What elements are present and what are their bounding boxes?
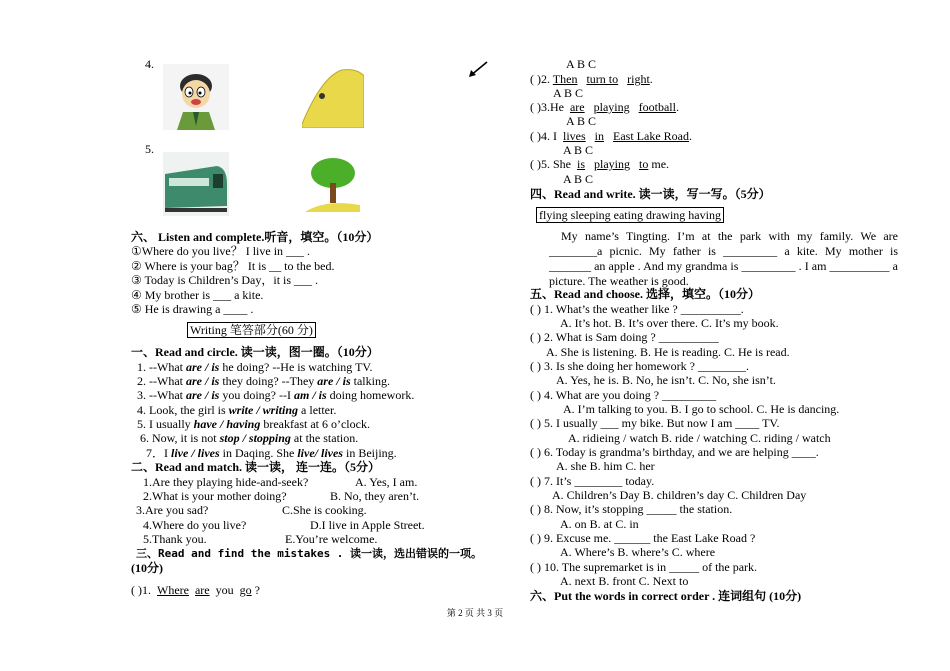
mistakes-section-score: (10分) <box>131 561 163 575</box>
choose-q5-options: A. ridieing / watch B. ride / watching C. riding / watch <box>568 431 831 445</box>
choose-q1: ( ) 1. What’s the weather like ? __________. <box>530 302 744 316</box>
mistakes-q2: ( )2. Then turn to right. <box>530 72 653 86</box>
choose-q8-options: A. on B. at C. in <box>560 517 639 531</box>
choose-q5: ( ) 5. I usually ___ my bike. But now I am ____ TV. <box>530 416 780 430</box>
choose-q4: ( ) 4. What are you doing ? _________ <box>530 388 717 402</box>
write-section-title: 四、Read and write. 读一读，写一写。（5分） <box>530 187 771 201</box>
mistakes-q3: ( )3.He are playing football. <box>530 100 679 114</box>
match-section-title: 二、Read and match. 读一读， 连一连。（5分） <box>131 460 381 474</box>
circle-q6: 6. Now, it is not stop / stopping at the station. <box>140 431 359 445</box>
listen-line-5: ⑤ He is drawing a ____ . <box>131 302 254 316</box>
boy-cartoon-picture <box>163 64 229 130</box>
match-left-2: 2.What is your mother doing? <box>143 489 287 503</box>
choose-section-title: 五、Read and choose. 选择，填空。（10分） <box>530 287 761 301</box>
writing-section-box: Writing 笔答部分(60 分) <box>187 322 316 338</box>
circle-q1: 1. --What are / is he doing? --He is watching TV. <box>137 360 373 374</box>
match-right-3: C.She is cooking. <box>282 503 367 517</box>
train-picture <box>163 152 229 216</box>
choose-q2-options: A. She is listening. B. He is reading. C. He is read. <box>546 345 790 359</box>
hill-picture <box>302 66 364 128</box>
tree-picture <box>305 155 360 212</box>
choose-q10: ( ) 10. The supremarket is in _____ of the park. <box>530 560 758 574</box>
write-passage: My name’s Tingting. I’m at the park with my family. We are ________a picnic. My father is _________ a kite. My mother is _______ an apple . And my grandma is _________ . I am __________ a picture. The weather is good. <box>549 229 898 288</box>
circle-q4: 4. Look, the girl is write / writing a letter. <box>137 403 337 417</box>
match-right-5: E.You’re welcome. <box>285 532 378 546</box>
abc-row-3: A B C <box>566 114 597 128</box>
match-right-1: A. Yes, I am. <box>355 475 418 489</box>
choose-q7-options: A. Children’s Day B. children’s day C. Children Day <box>552 488 807 502</box>
match-left-1: 1.Are they playing hide-and-seek? <box>143 475 309 489</box>
circle-q5: 5. I usually have / having breakfast at 6 o’clock. <box>137 417 370 431</box>
choose-q7: ( ) 7. It’s ________ today. <box>530 474 655 488</box>
listen-line-4: ④ My brother is ___ a kite. <box>131 288 264 302</box>
choose-q9: ( ) 9. Excuse me. ______ the East Lake Road ? <box>530 531 756 545</box>
choose-q10-options: A. next B. front C. Next to <box>560 574 689 588</box>
abc-row-1: A B C <box>566 57 597 71</box>
circle-section-title: 一、Read and circle. 读一读，图一圈。（10分） <box>131 345 379 359</box>
mistakes-q4: ( )4. I lives in East Lake Road. <box>530 129 692 143</box>
match-left-5: 5.Thank you. <box>143 532 207 546</box>
choose-q1-options: A. It’s hot. B. It’s over there. C. It’s my book. <box>560 316 779 330</box>
match-right-4: D.I live in Apple Street. <box>310 518 425 532</box>
match-right-2: B. No, they aren’t. <box>330 489 420 503</box>
choose-q6: ( ) 6. Today is grandma’s birthday, and we are helping ____. <box>530 445 819 459</box>
circle-q3: 3. --What are / is you doing? --I am / is doing homework. <box>137 388 415 402</box>
page-footer: 第 2 页 共 3 页 <box>446 608 504 618</box>
item-4-number: 4. <box>145 57 154 71</box>
match-left-3: 3.Are you sad? <box>136 503 209 517</box>
abc-row-5: A B C <box>563 172 594 186</box>
mistakes-q5: ( )5. She is playing to me. <box>530 157 670 171</box>
circle-q7: 7．I live / lives in Daqing. She live/ lives in Beijing. <box>146 446 397 460</box>
mistakes-q1: ( )1. Where are you go ? <box>131 583 260 597</box>
arrow-icon <box>467 60 489 78</box>
mistakes-section-title: 三、Read and find the mistakes . 读一读，选出错误的一项。 <box>136 547 483 560</box>
choose-q9-options: A. Where’s B. where’s C. where <box>560 545 716 559</box>
listen-line-2: ② Where is your bag？ It is __ to the bed. <box>131 259 335 273</box>
choose-q4-options: A. I’m talking to you. B. I go to school. C. He is dancing. <box>563 402 840 416</box>
choose-q3-options: A. Yes, he is. B. No, he isn’t. C. No, she isn’t. <box>556 373 776 387</box>
listen-line-1: ①Where do you live？ I live in ___ . <box>131 244 311 258</box>
listen-line-3: ③ Today is Children’s Day，it is ___ . <box>131 273 319 287</box>
choose-q8: ( ) 8. Now, it’s stopping _____ the station. <box>530 502 733 516</box>
item-5-number: 5. <box>145 142 154 156</box>
choose-q3: ( ) 3. Is she doing her homework ? ________. <box>530 359 749 373</box>
choose-q6-options: A. she B. him C. her <box>556 459 655 473</box>
order-section-title: 六、Put the words in correct order . 连词组句 (10分) <box>530 589 802 603</box>
choose-q2: ( ) 2. What is Sam doing ? __________ <box>530 330 719 344</box>
abc-row-2: A B C <box>553 86 584 100</box>
circle-q2: 2. --What are / is they doing? --They are / is talking. <box>137 374 390 388</box>
listen-section-title: 六、 Listen and complete.听音，填空。（10分） <box>131 230 379 244</box>
abc-row-4: A B C <box>563 143 594 157</box>
word-box: flying sleeping eating drawing having <box>536 207 724 223</box>
match-left-4: 4.Where do you live? <box>143 518 247 532</box>
